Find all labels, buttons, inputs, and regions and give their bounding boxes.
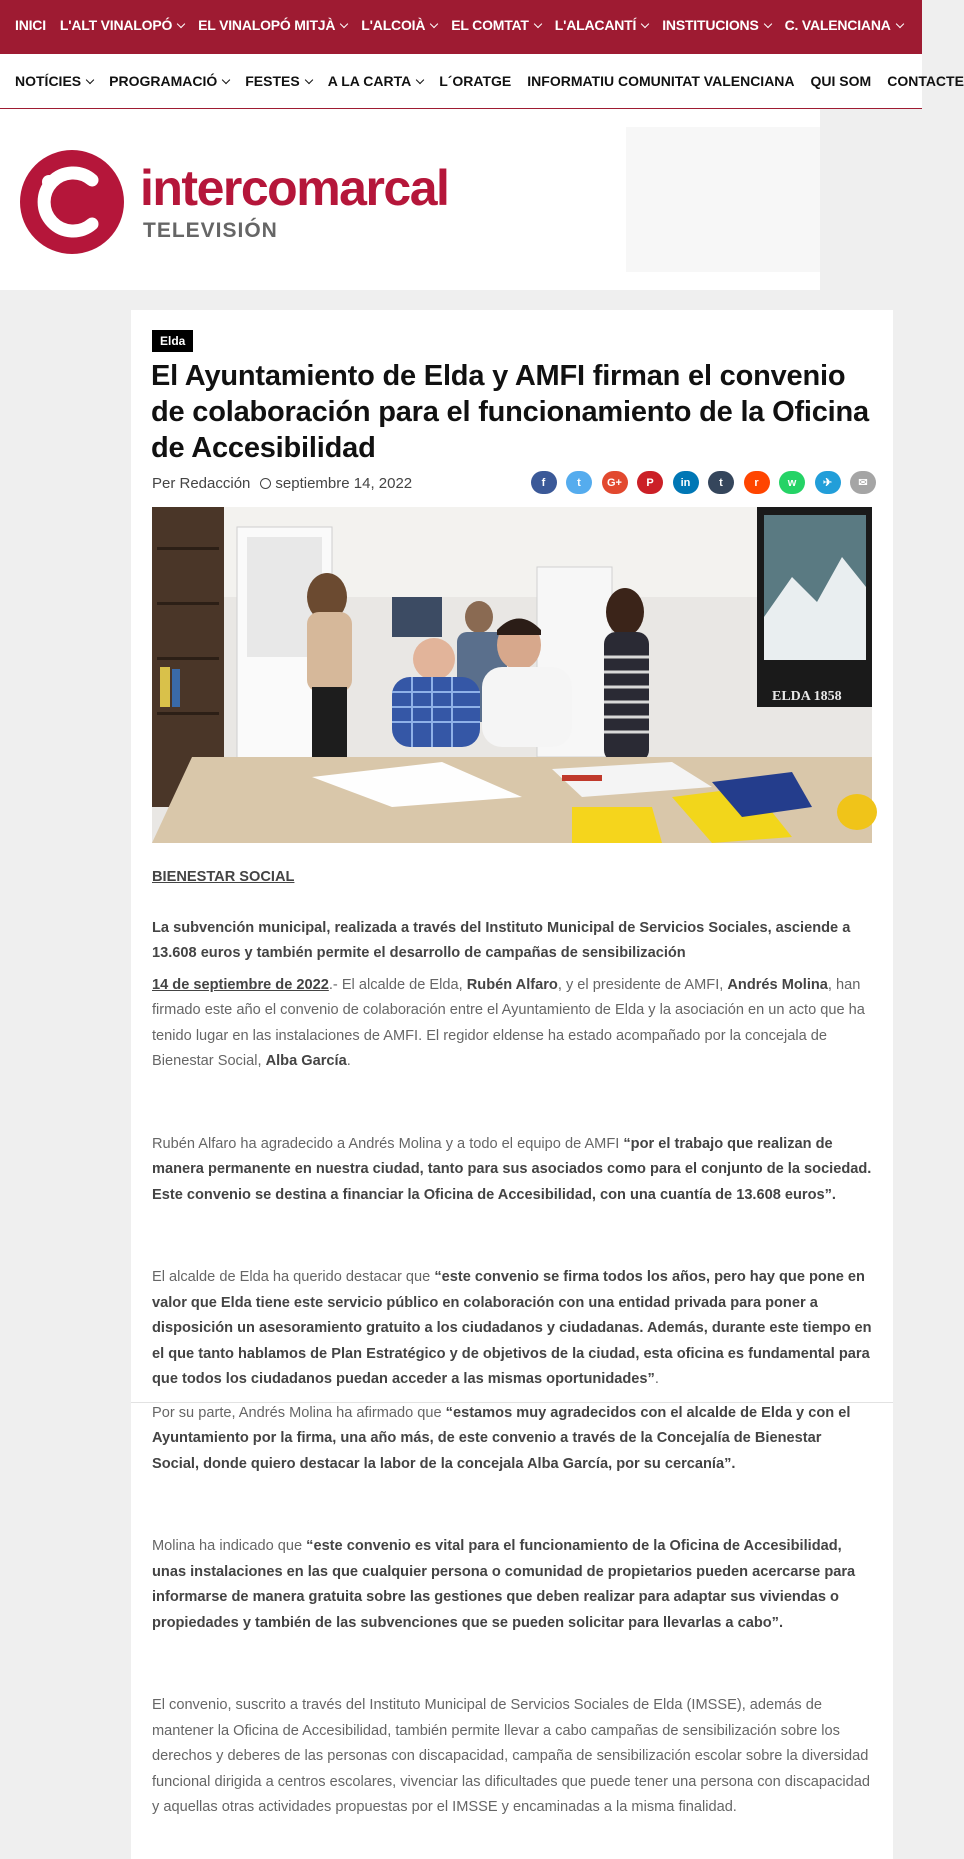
article-lead xyxy=(152,916,872,967)
topnav-item-label: INSTITUCIONS xyxy=(662,17,759,33)
tumblr-icon[interactable]: t xyxy=(708,471,734,494)
content-divider xyxy=(131,1402,893,1403)
mainnav-item-festes[interactable] xyxy=(245,73,311,89)
paragraph-1 xyxy=(152,973,872,1075)
p1-name-molina: Andrés Molina xyxy=(727,976,828,993)
mainnav-item-programacio[interactable] xyxy=(109,73,229,89)
mainnav-item-label: NOTÍCIES xyxy=(15,73,82,89)
paragraph-6: El convenio, suscrito a través del Instituto Municipal de Servicios Sociales de Elda (IMSSE), además de mantener la Oficina de Accesibilidad, también permite llevar a cabo campañas de sensibilización sobre los derechos y deberes de las personas con discapacidad, campaña de sensibilización escolar sobre la diversidad funcional dirigida a centros escolares, vivenciar las dificultades que puede tener una persona con discapacidad y aquellas otras actividades propuestas por el IMSSE y encaminadas a la misma finalidad. xyxy=(152,1697,870,1815)
mainnav-item-label: CONTACTE xyxy=(887,73,964,89)
topnav-item-label: L'ALACANTÍ xyxy=(554,17,637,33)
topnav-item-c-valenciana[interactable] xyxy=(785,17,903,33)
p1-text-g: . xyxy=(346,1053,351,1069)
topnav-item-label: EL COMTAT xyxy=(451,17,529,33)
lead-text: La subvención municipal, realizada a través del Instituto Municipal de Servicios Sociales, asciende a 13.608 euros y también permite el desarrollo de campañas de sensibilización xyxy=(152,919,851,961)
p1-text-c: , y el presidente de AMFI, xyxy=(557,976,728,993)
clock-icon xyxy=(260,478,271,489)
topnav-item-l-alt-vinalopo[interactable] xyxy=(60,17,184,33)
email-icon[interactable]: ✉ xyxy=(850,471,876,494)
topnav-item-label: L'ALCOIÀ xyxy=(361,17,426,33)
category-badge[interactable]: Elda xyxy=(152,330,193,352)
chevron-down-icon xyxy=(222,76,230,84)
twitter-icon[interactable]: t xyxy=(566,471,592,494)
chevron-down-icon xyxy=(340,20,348,28)
chevron-down-icon xyxy=(304,76,312,84)
p2-quote: “por el trabajo que realizan de manera permanente en nuestra ciudad, tanto para sus asociados como para el conjunto de la sociedad. Este convenio se destina a financiar la Oficina de Accesibilidad, con una cuantía de 13.608 euros”. xyxy=(152,1135,872,1203)
chevron-down-icon xyxy=(430,20,438,28)
topnav-item-label: INICI xyxy=(15,17,46,33)
p1-name-garcia: Alba García xyxy=(265,1053,347,1069)
p3-end: . xyxy=(654,1371,659,1387)
chevron-down-icon xyxy=(416,76,424,84)
p4-text: Por su parte, Andrés Molina ha afirmado que xyxy=(152,1404,446,1421)
article-author[interactable]: Per Redacción xyxy=(152,475,251,492)
chevron-down-icon xyxy=(641,20,649,28)
share-buttons xyxy=(521,471,876,494)
logo-tagline-text: TELEVISIÓN xyxy=(143,219,278,242)
p3-text: El alcalde de Elda ha querido destacar que xyxy=(152,1269,435,1285)
section-link[interactable]: BIENESTAR SOCIAL xyxy=(152,869,295,885)
mainnav-item-label: A LA CARTA xyxy=(327,73,412,89)
chevron-down-icon xyxy=(177,20,185,28)
topnav-item-label: C. VALENCIANA xyxy=(784,17,891,33)
mainnav-item-informatiu-comunitat-valenciana[interactable] xyxy=(527,73,794,89)
article-meta xyxy=(152,475,412,492)
pinterest-icon[interactable]: P xyxy=(637,471,663,494)
p2-text: Rubén Alfaro ha agradecido a Andrés Molina y a todo el equipo de AMFI xyxy=(152,1135,624,1152)
top-nav-list xyxy=(0,0,922,50)
mainnav-item-label: FESTES xyxy=(245,73,300,89)
logo-mark xyxy=(20,150,124,254)
paragraph-3 xyxy=(152,1265,872,1393)
topnav-item-label: EL VINALOPÓ MITJÀ xyxy=(198,17,336,33)
topnav-item-institucions[interactable] xyxy=(662,17,770,33)
ad-slot[interactable] xyxy=(626,127,820,272)
facebook-icon[interactable]: f xyxy=(531,471,557,494)
paragraph-4 xyxy=(152,1401,872,1478)
person-white-shirt xyxy=(482,667,572,747)
google-plus-icon[interactable]: G+ xyxy=(602,471,628,494)
mainnav-item-label: L´ORATGE xyxy=(439,73,512,89)
chevron-down-icon xyxy=(763,20,771,28)
logo-brand-text: intercomarcal xyxy=(140,160,449,216)
chevron-down-icon xyxy=(895,20,903,28)
article-card xyxy=(131,310,893,1859)
paragraph-2 xyxy=(152,1132,872,1209)
topnav-item-l-alacanti[interactable] xyxy=(555,17,648,33)
section-label xyxy=(152,865,872,891)
p4-quote: “estamos muy agradecidos con el alcalde de Elda y con el Ayuntamiento por la firma, una año más, de este convenio a través de la Concejalía de Bienestar Social, donde quiero destacar la labor de la concejala Alba García, por su cercanía”. xyxy=(152,1404,851,1472)
site-header xyxy=(0,109,820,290)
p1-name-alfaro: Rubén Alfaro xyxy=(466,976,558,993)
poster-caption: ELDA 1858 xyxy=(772,689,842,704)
main-nav-list xyxy=(0,54,964,108)
mainnav-item-noticies[interactable] xyxy=(15,73,93,89)
logo-dot xyxy=(42,175,56,189)
top-nav-bar xyxy=(0,0,922,54)
topnav-item-el-vinalopo-mitja[interactable] xyxy=(198,17,347,33)
linkedin-icon[interactable]: in xyxy=(673,471,699,494)
topnav-item-l-alcoia[interactable] xyxy=(361,17,437,33)
article-body xyxy=(152,865,872,1821)
paragraph-5 xyxy=(152,1534,872,1636)
person-blue-shirt xyxy=(392,677,480,747)
site-logo[interactable] xyxy=(20,149,500,259)
whatsapp-icon[interactable]: w xyxy=(779,471,805,494)
p5-quote: “este convenio es vital para el funcionamiento de la Oficina de Accesibilidad, unas instalaciones en las que cualquier persona o comunidad de propietarios pueden acercarse para informarse de manera gratuita sobre las gestiones que deben realizar para adaptar sus viviendas o propiedades y también de las subvenciones que se pueden solicitar para llevarlas a cabo”. xyxy=(152,1538,856,1631)
topnav-item-el-comtat[interactable] xyxy=(451,17,541,33)
article-photo[interactable] xyxy=(152,507,872,843)
chevron-down-icon xyxy=(534,20,542,28)
telegram-icon[interactable]: ✈ xyxy=(815,471,841,494)
mainnav-item-contacte[interactable] xyxy=(887,73,964,89)
topnav-item-inici[interactable] xyxy=(15,17,46,33)
mainnav-item-a-la-carta[interactable] xyxy=(328,73,423,89)
topnav-item-label: L'ALT VINALOPÓ xyxy=(59,17,173,33)
mainnav-item-qui-som[interactable] xyxy=(811,73,872,89)
chevron-down-icon xyxy=(86,76,94,84)
p5-text: Molina ha indicado que xyxy=(152,1538,307,1554)
main-nav-bar xyxy=(0,54,964,109)
article-title: El Ayuntamiento de Elda y AMFI firman el convenio de colaboración para el funcionamiento de la Oficina de Accesibilidad xyxy=(151,360,869,464)
reddit-icon[interactable]: r xyxy=(744,471,770,494)
p3-quote: “este convenio se firma todos los años, pero hay que pone en valor que Elda tiene este servicio público en colaboración con una entidad privada para poner a disposición un asesoramiento gratuito a los ciudadanos y ciudadanas. Además, durante este tiempo en el que tanto hablamos de Plan Estratégico y de objetivos de la ciudad, esta oficina es fundamental para que todos los ciudadanos puedan acceder a las mismas oportunidades” xyxy=(152,1269,872,1387)
mainnav-item-label: PROGRAMACIÓ xyxy=(109,73,218,89)
article-date: septiembre 14, 2022 xyxy=(275,475,413,492)
p1-date-link[interactable]: 14 de septiembre de 2022 xyxy=(152,976,329,993)
p1-text-a: .- El alcalde de Elda, xyxy=(328,976,467,993)
mainnav-item-label: QUI SOM xyxy=(810,73,872,89)
mainnav-item-l-oratge[interactable] xyxy=(439,73,511,89)
p1-text-e: , han firmado este año el convenio de colaboración entre el Ayuntamiento de Elda y la asociación en un acto que ha tenido lugar en las instalaciones de AMFI. El regidor eldense ha estado acompañado por la concejala de Bienestar Social, xyxy=(152,976,865,1069)
mainnav-item-label: INFORMATIU COMUNITAT VALENCIANA xyxy=(527,73,795,89)
